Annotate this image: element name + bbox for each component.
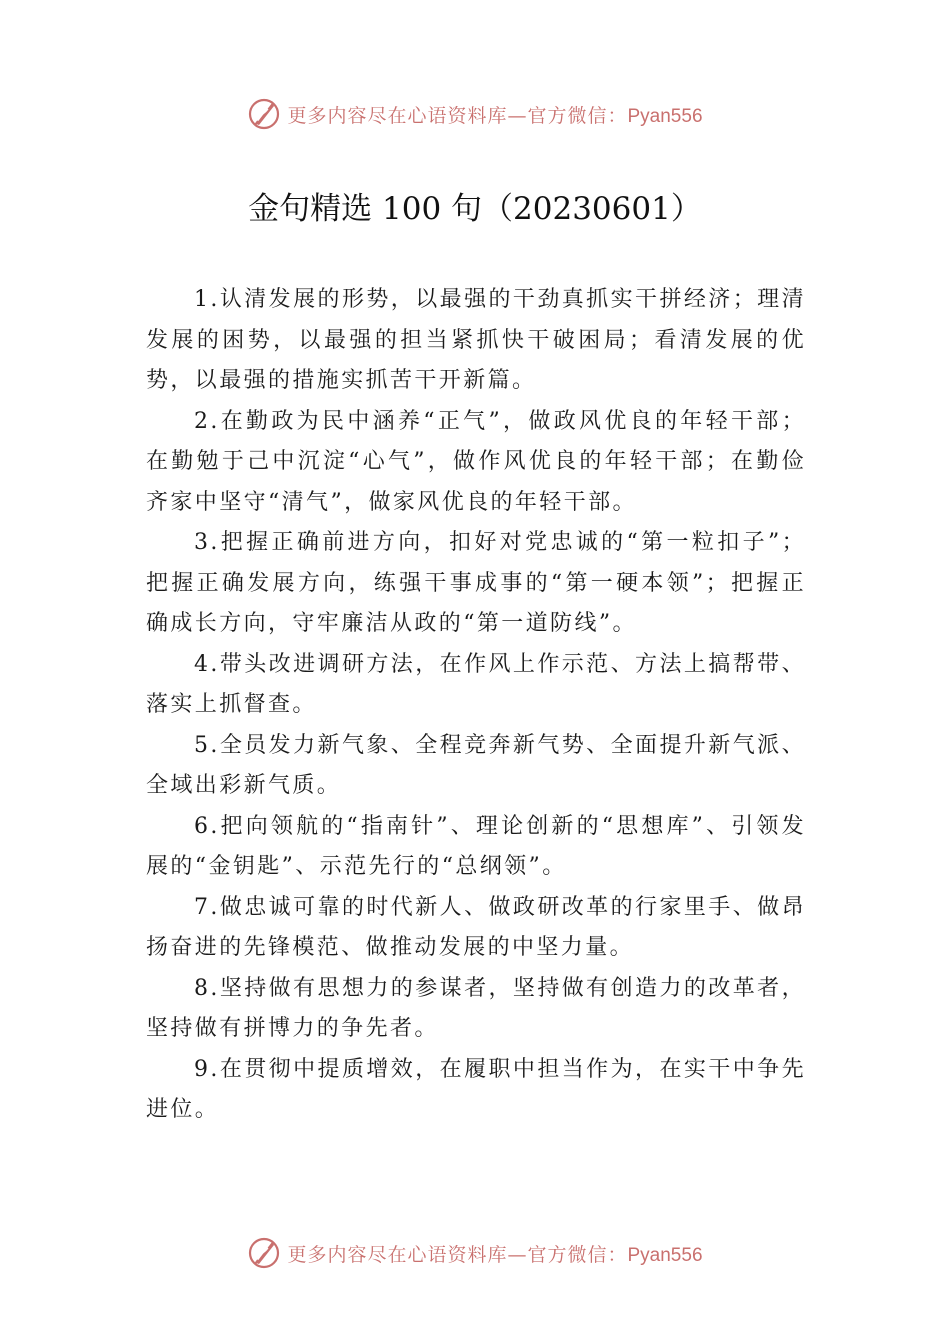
quill-logo-icon [247, 97, 281, 131]
quill-logo-icon [247, 1236, 281, 1270]
quote-paragraph-9: 9.在贯彻中提质增效，在履职中担当作为，在实干中争先进位。 [146, 1056, 806, 1122]
header-banner-text: 更多内容尽在心语资料库—官方微信：Pyan556 [287, 104, 703, 127]
quote-paragraph-2: 2.在勤政为民中涵养“正气”，做政风优良的年轻干部；在勤勉于己中沉淀“心气”，做作风优良的年轻干部；在勤俭齐家中坚守“清气”，做家风优良的年轻干部。 [146, 408, 806, 515]
footer-banner [0, 1233, 950, 1273]
quote-paragraph-3: 3.把握正确前进方向，扣好对党忠诚的“第一粒扣子”；把握正确发展方向，练强干事成事的“第一硬本领”；把握正确成长方向，守牢廉洁从政的“第一道防线”。 [146, 530, 806, 636]
quote-paragraph-7: 7.做忠诚可靠的时代新人、做政研改革的行家里手、做昂扬奋进的先锋模范、做推动发展的中坚力量。 [146, 894, 806, 960]
quote-paragraph-5: 5.全员发力新气象、全程竞奔新气势、全面提升新气派、全域出彩新气质。 [146, 732, 806, 798]
document-body [146, 280, 806, 1131]
document-title: 金句精选 100 句（20230601） [248, 191, 702, 227]
quote-paragraph-6: 6.把向领航的“指南针”、理论创新的“思想库”、引领发展的“金钥匙”、示范先行的“总纲领”。 [146, 813, 806, 879]
footer-wechat-id: Pyan556 [627, 1244, 703, 1266]
header-banner [0, 94, 950, 134]
quote-paragraph-4: 4.带头改进调研方法，在作风上作示范、方法上搞帮带、落实上抓督查。 [146, 651, 806, 717]
header-wechat-id: Pyan556 [627, 105, 703, 127]
quote-paragraph-1: 1.认清发展的形势，以最强的干劲真抓实干拼经济；理清发展的困势，以最强的担当紧抓快干破困局；看清发展的优势，以最强的措施实抓苦干开新篇。 [146, 287, 806, 393]
quote-paragraph-8: 8.坚持做有思想力的参谋者，坚持做有创造力的改革者，坚持做有拼博力的争先者。 [146, 975, 806, 1041]
footer-banner-text: 更多内容尽在心语资料库—官方微信：Pyan556 [287, 1243, 703, 1266]
